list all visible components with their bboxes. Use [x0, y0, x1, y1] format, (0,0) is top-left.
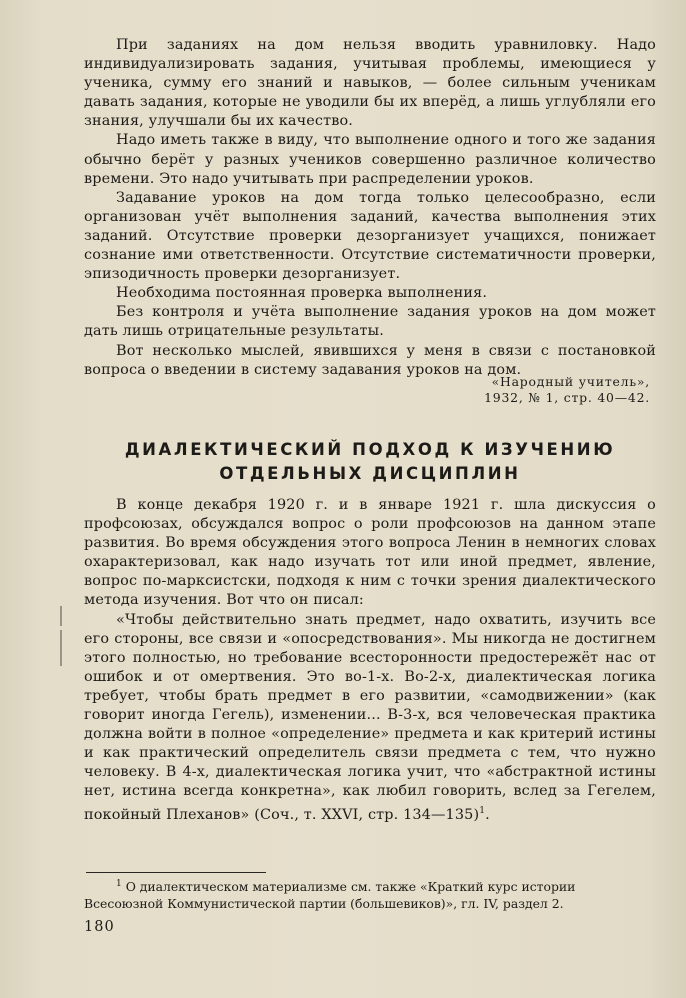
scan-mark: [60, 630, 62, 666]
paragraph: Необходима постоянная проверка выполнения.: [116, 285, 488, 302]
footnote-mark: 1: [116, 879, 122, 889]
lenin-quote: [84, 611, 656, 825]
section-homework: [84, 36, 656, 380]
quote-text: «Чтобы действительно знать предмет, надо охватить, изучить все его стороны, все связи и «опосредствования». Мы никогда не достигнем этого полностью, но требование всесторонности предостережёт нас от ошибок и от омертвения. Это во-1-х. Во-2-х, диалектическая логика требует, чтобы брать предмет в его развитии, «самодвижении» (как говорит иногда Гегель), изменении... В-3-х, вся человеческая практика должна войти в полное «определение» предмета и как критерий истины и как практический определитель связи предмета с тем, что нужно человеку. В 4-х, диалектическая логика учит, что «абстрактной истины нет, истина всегда конкретна», как любил говорить, вслед за Гегелем, покойный Плеханов» (Соч., т. XXVI, стр. 134—135): [84, 611, 656, 823]
footnote-rule: [86, 872, 266, 873]
footnote-marker: 1: [479, 805, 486, 816]
heading-line: ОТДЕЛЬНЫХ ДИСЦИПЛИН: [219, 464, 521, 483]
section-heading: [84, 438, 656, 486]
paragraph: При заданиях на дом нельзя вводить уравниловку. Надо индивидуализировать задания, учитывая проблемы, имеющиеся у ученика, сумму его знаний и навыков, — более сильным ученикам давать задания, которые не уводили бы их вперёд, а лишь углубляли его знания, улучшали бы их качество.: [84, 37, 656, 130]
scan-mark: [60, 606, 62, 626]
page-number: 180: [84, 919, 115, 935]
quote-end: .: [485, 806, 490, 823]
footnote-body: О диалектическом материализме см. также «Краткий курс истории Всесоюзной Коммунистической партии (большевиков)», гл. IV, раздел 2.: [84, 879, 576, 912]
section-dialectics: [84, 496, 656, 824]
source-line: 1932, № 1, стр. 40—42.: [484, 390, 650, 405]
paragraph: Надо иметь также в виду, что выполнение одного и того же задания обычно берёт у разных учеников совершенно различное количество времени. Это надо учитывать при распределении уроков.: [84, 132, 656, 187]
source-line: «Народный учитель»,: [491, 374, 650, 389]
paragraph: В конце декабря 1920 г. и в январе 1921 г. шла дискуссия о профсоюзах, обсуждался вопрос о роли профсоюзов на данном этапе развития. Во время обсуждения этого вопроса Ленин в немногих словах охарактеризовал, как надо изучать тот или иной предмет, явление, вопрос по-марксистски, подходя к ним с точки зрения диалектического метода изучения. Вот что он писал:: [84, 497, 656, 609]
paragraph: Задавание уроков на дом тогда только целесообразно, если организован учёт выполнения заданий, качества выполнения этих заданий. Отсутствие проверки дезорганизует учащихся, понижает сознание ими ответственности. Отсутствие систематичности проверки, эпизодичность проверки дезорганизует.: [84, 189, 656, 283]
paragraph: Без контроля и учёта выполнение задания уроков на дом может дать лишь отрицательные результаты.: [84, 304, 656, 340]
source-citation: [484, 374, 650, 406]
footnote-text: [84, 876, 656, 912]
heading-line: ДИАЛЕКТИЧЕСКИЙ ПОДХОД К ИЗУЧЕНИЮ: [124, 440, 616, 459]
footnote: [84, 876, 656, 912]
paragraph: Вот несколько мыслей, явившихся у меня в связи с постановкой вопроса о введении в систему задавания уроков на дом.: [84, 342, 656, 378]
